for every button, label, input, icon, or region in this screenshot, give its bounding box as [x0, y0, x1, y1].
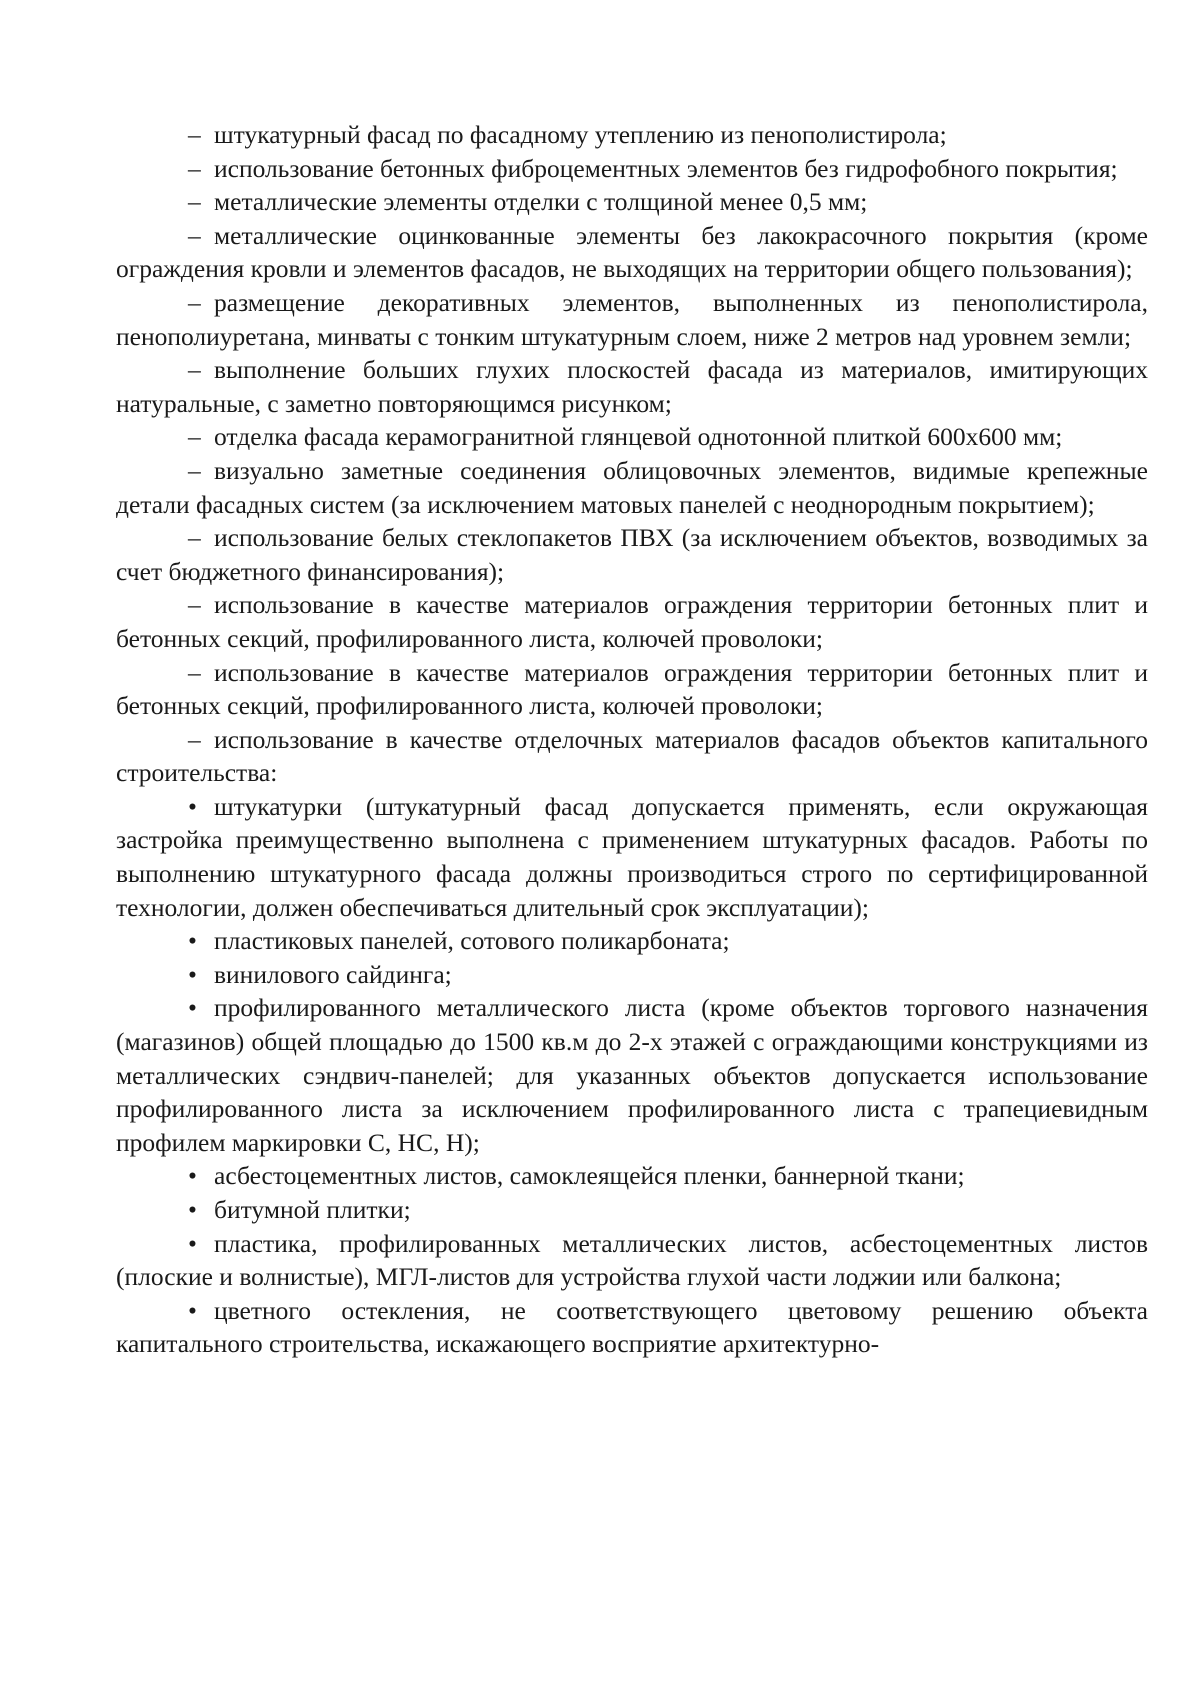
list-item-text: размещение декоративных элементов, выполненных из пенополистирола, пенополиуретана, минваты с тонким штукатурным слоем, ниже 2 метров над уровнем земли; [116, 287, 1148, 351]
bullet-item [116, 1159, 1148, 1193]
dash-marker: – [188, 153, 201, 183]
bullet-item [116, 958, 1148, 992]
bullet-marker: • [188, 1228, 197, 1258]
list-item [116, 118, 1148, 152]
document-body [116, 118, 1148, 1361]
bullet-item-text: пластиковых панелей, сотового поликарбоната; [214, 926, 730, 956]
list-item [116, 185, 1148, 219]
bullet-item [116, 790, 1148, 924]
bullet-marker: • [188, 1295, 197, 1325]
list-item [116, 420, 1148, 454]
bullet-marker: • [188, 926, 197, 956]
bullet-marker: • [188, 993, 197, 1023]
dash-marker: – [188, 455, 201, 485]
bullet-item [116, 1227, 1148, 1294]
list-item [116, 219, 1148, 286]
bullet-marker: • [188, 1161, 197, 1191]
list-item [116, 286, 1148, 353]
bullet-item-text: цветного остекления, не соответствующего цветовому решению объекта капитального строительства, искажающего восприятие архитектурно- [116, 1295, 1148, 1359]
bullet-marker: • [188, 1195, 197, 1224]
list-item [116, 152, 1148, 186]
bullet-item-text: асбестоцементных листов, самоклеящейся пленки, баннерной ткани; [214, 1161, 965, 1191]
dash-marker: – [188, 523, 201, 553]
list-item-text: металлические элементы отделки с толщиной менее 0,5 мм; [214, 187, 868, 217]
list-item-text: визуально заметные соединения облицовочных элементов, видимые крепежные детали фасадных систем (за исключением матовых панелей с неоднородным покрытием); [116, 455, 1148, 519]
dash-marker: – [188, 355, 201, 385]
list-item-text: использование в качестве материалов ограждения территории бетонных плит и бетонных секций, профилированного листа, колючей проволоки; [116, 590, 1148, 653]
list-item [116, 656, 1148, 723]
list-item-text: выполнение больших глухих плоскостей фасада из материалов, имитирующих натуральные, с заметно повторяющимся рисунком; [116, 355, 1148, 418]
bullet-item [116, 924, 1148, 958]
dash-marker: – [188, 657, 201, 687]
list-item [116, 723, 1148, 790]
bullet-marker: • [188, 959, 197, 989]
bullet-item-text: штукатурки (штукатурный фасад допускается применять, если окружающая застройка преимущественно выполнена с применением штукатурных фасадов. Работы по выполнению штукатурного фасада должны производиться строго по сертифицированной технологии, должен обеспечиваться длительный срок эксплуатации); [116, 791, 1148, 922]
list-item-text: металлические оцинкованные элементы без лакокрасочного покрытия (кроме ограждения кровли и элементов фасадов, не выходящих на территории общего пользования); [116, 220, 1148, 284]
dash-marker: – [188, 187, 201, 217]
bullet-item-text: винилового сайдинга; [214, 959, 452, 989]
dash-marker: – [188, 120, 201, 149]
bullet-item-text: битумной плитки; [214, 1195, 411, 1224]
dash-marker: – [188, 220, 201, 250]
list-item [116, 588, 1148, 655]
list-item-text: использование белых стеклопакетов ПВХ (за исключением объектов, возводимых за счет бюджетного финансирования); [116, 523, 1148, 586]
list-item [116, 454, 1148, 521]
list-item-text: использование бетонных фиброцементных элементов без гидрофобного покрытия; [214, 153, 1118, 183]
list-item-text: использование в качестве материалов ограждения территории бетонных плит и бетонных секций, профилированного листа, колючей проволоки; [116, 657, 1148, 721]
dash-marker: – [188, 287, 201, 317]
bullet-item [116, 991, 1148, 1159]
bullet-item [116, 1294, 1148, 1361]
dash-marker: – [188, 724, 201, 754]
dash-marker: – [188, 590, 201, 620]
list-item-text: использование в качестве отделочных материалов фасадов объектов капитального строительства: [116, 724, 1148, 788]
bullet-marker: • [188, 791, 197, 821]
list-item [116, 521, 1148, 588]
list-item-text: штукатурный фасад по фасадному утеплению из пенополистирола; [214, 120, 947, 149]
list-item [116, 353, 1148, 420]
bullet-item-text: профилированного металлического листа (кроме объектов торгового назначения (магазинов) общей площадью до 1500 кв.м до 2-х этажей с ограждающими конструкциями из металлических сэндвич-панелей; для указанных объектов допускается использование профилированного листа за исключением профилированного листа с трапециевидным профилем маркировки С, НС, Н); [116, 993, 1148, 1157]
list-item-text: отделка фасада керамогранитной глянцевой однотонной плиткой 600х600 мм; [214, 422, 1063, 452]
bullet-item [116, 1193, 1148, 1227]
bullet-item-text: пластика, профилированных металлических листов, асбестоцементных листов (плоские и волнистые), МГЛ-листов для устройства глухой части лоджии или балкона; [116, 1228, 1148, 1292]
dash-marker: – [188, 422, 201, 452]
